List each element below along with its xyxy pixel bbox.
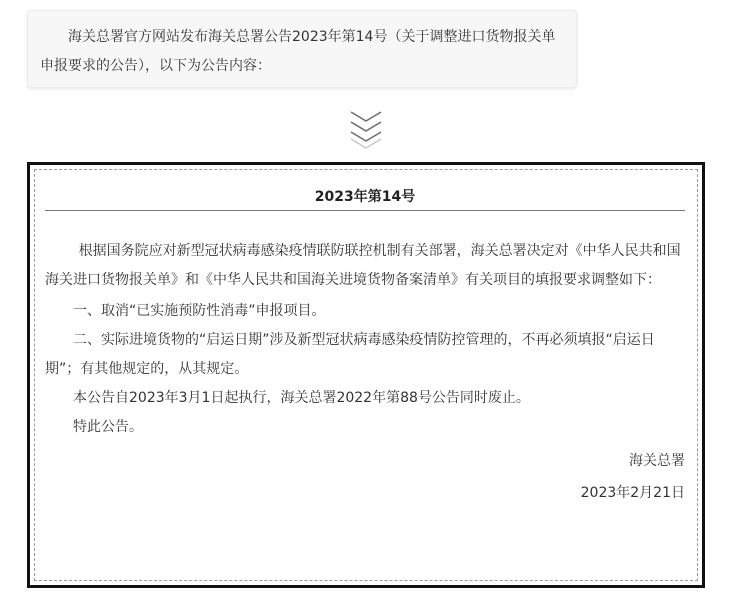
notice-paragraph-5: 特此公告。 (73, 419, 143, 435)
triple-chevron-down-icon (349, 108, 383, 150)
notice-date: 2023年2月21日 (580, 485, 685, 501)
notice-frame (27, 162, 705, 588)
intro-text: 海关总署官方网站发布海关总署公告2023年第14号（关于调整进口货物报关单申报要求的公告），以下为公告内容： (40, 29, 556, 74)
notice-paragraph-1: 根据国务院应对新型冠状病毒感染疫情联防联控机制有关部署，海关总署决定对《中华人民共和国海关进口货物报关单》和《中华人民共和国海关进境货物备案清单》有关项目的填报要求调整如下： (45, 243, 681, 288)
notice-paragraph-2: 一、取消“已实施预防性消毒”申报项目。 (73, 303, 326, 319)
notice-signature: 海关总署 (629, 453, 685, 469)
intro-card (27, 10, 577, 88)
title-divider (45, 210, 685, 211)
notice-title: 2023年第14号 (314, 189, 416, 205)
notice-inner-border (34, 169, 698, 581)
notice-paragraph-4: 本公告自2023年3月1日起执行，海关总署2022年第88号公告同时废止。 (73, 390, 530, 406)
notice-paragraph-3: 二、实际进境货物的“启运日期”涉及新型冠状病毒感染疫情防控管理的，不再必须填报“启运日期”；有其他规定的，从其规定。 (45, 332, 655, 377)
notice-body (45, 237, 685, 508)
